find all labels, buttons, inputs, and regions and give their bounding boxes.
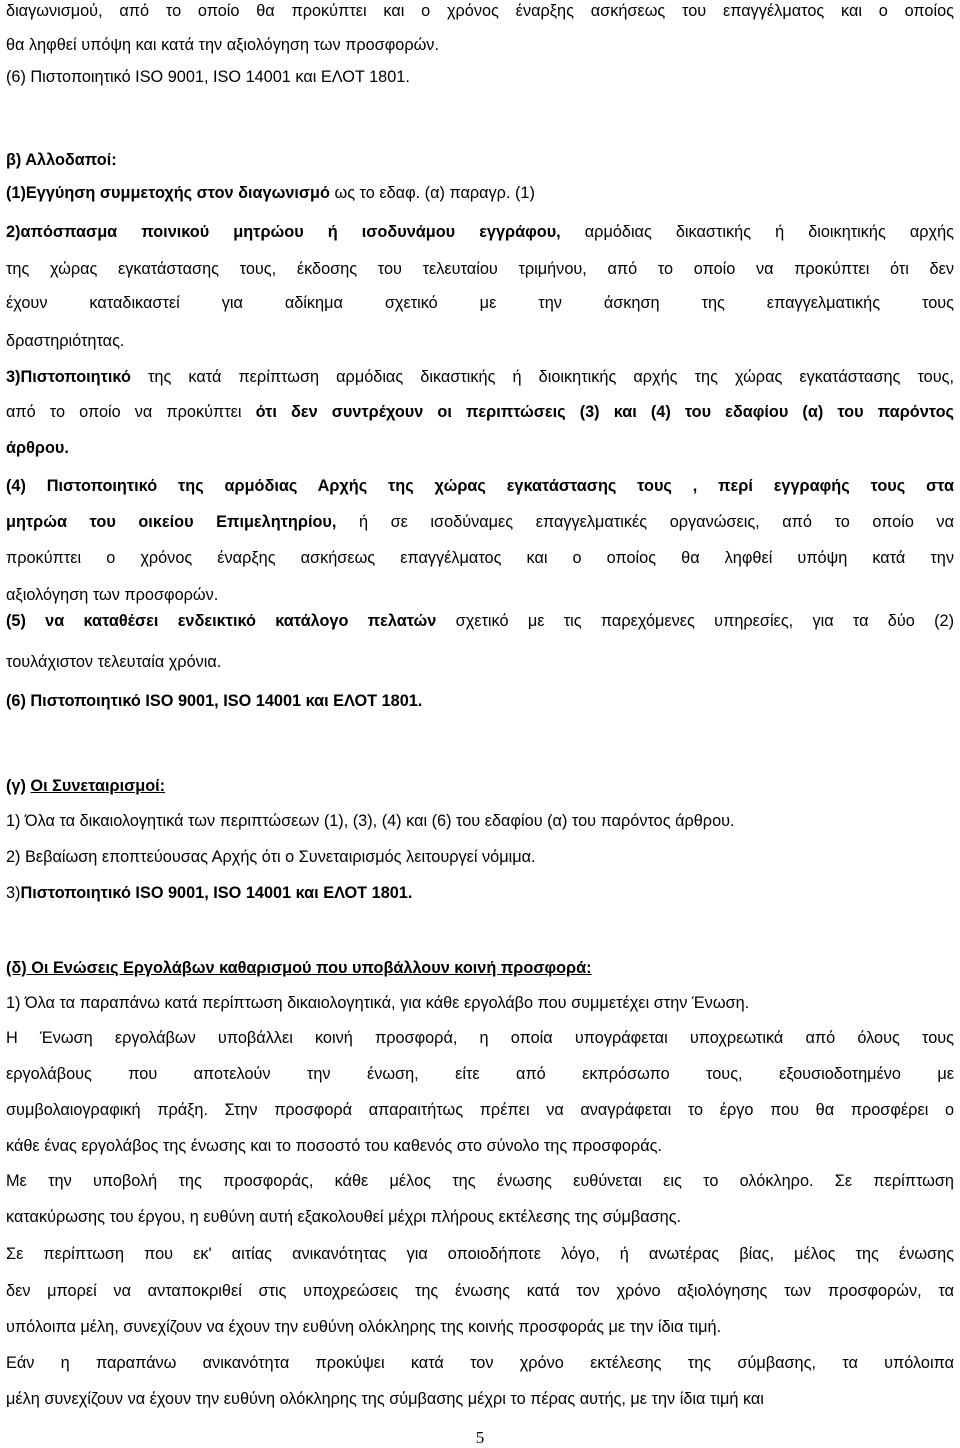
text-line: θα ληφθεί υπόψη και κατά την αξιολόγηση των προσφορών.	[6, 36, 439, 54]
text-line: άρθρου.	[6, 439, 69, 457]
item-4: (4) Πιστοποιητικό της αρμόδιας Αρχής της χώρας εγκατάστασης τους , περί εγγραφής τους στα	[6, 477, 954, 495]
text-line: κάθε ένας εργολάβος της ένωσης και το ποσοστό του καθενός στο σύνολο της προσφοράς.	[6, 1137, 662, 1155]
item-3-bold: 3)Πιστοποιητικό	[6, 368, 131, 386]
section-heading-cooperatives	[6, 775, 954, 797]
text-line: μέλη συνεχίζουν να έχουν την ευθύνη ολόκληρης της σύμβασης μέχρι το πέρας αυτής, με την ίδια τιμή και	[6, 1390, 764, 1408]
text-line: 2) Βεβαίωση εποπτεύουσας Αρχής ότι ο Συνεταιρισμός λειτουργεί νόμιμα.	[6, 848, 536, 866]
item-6: (6) Πιστοποιητικό ISO 9001, ISO 14001 και ΕΛΟΤ 1801.	[6, 692, 423, 710]
text-line: εργολάβους που αποτελούν την ένωση, είτε από εκπρόσωπο τους, εξουσιοδοτημένο με	[6, 1065, 954, 1083]
text-line: προκύπτει ο χρόνος έναρξης ασκήσεως επαγγέλματος και ο οποίος θα ληφθεί υπόψη κατά την	[6, 549, 954, 567]
item-4-line-2	[6, 511, 954, 533]
text-line: (6) Πιστοποιητικό ISO 9001, ISO 14001 και ΕΛΟΤ 1801.	[6, 68, 410, 86]
item-1-rest: ως το εδαφ. (α) παραγρ. (1)	[329, 184, 535, 202]
coops-line-3-plain: 3)	[6, 884, 21, 902]
section-heading-foreign: β) Αλλοδαποί:	[6, 151, 117, 169]
text-line: κατακύρωσης του έργου, η ευθύνη αυτή εξακολουθεί μέχρι πλήρους εκτέλεσης της σύμβασης.	[6, 1208, 682, 1226]
text-line: διαγωνισμού, από το οποίο θα προκύπτει και ο χρόνος έναρξης ασκήσεως του επαγγέλματος και ο οποίος	[6, 2, 954, 20]
text-line	[6, 882, 954, 904]
text-line: αξιολόγηση των προσφορών.	[6, 586, 219, 604]
item-4-line-2-rest: ή σε ισοδύναμες επαγγελματικές οργανώσεις, από το οποίο να	[336, 513, 954, 531]
text-line: Εάν η παραπάνω ανικανότητα προκύψει κατά τον χρόνο εκτέλεσης της σύμβασης, τα υπόλοιπα	[6, 1354, 954, 1372]
text-line: 1) Όλα τα παραπάνω κατά περίπτωση δικαιολογητικά, για κάθε εργολάβο που συμμετέχει στην Ένωση.	[6, 994, 750, 1012]
text-line: 1) Όλα τα δικαιολογητικά των περιπτώσεων (1), (3), (4) και (6) του εδαφίου (α) του παρόντος άρθρου.	[6, 812, 735, 830]
text-line: δραστηριότητας.	[6, 332, 125, 350]
item-4-line-2-bold: μητρώα του οικείου Επιμελητηρίου,	[6, 513, 337, 531]
item-3-rest: της κατά περίπτωση αρμόδιας δικαστικής ή διοικητικής αρχής της χώρας εγκατάστασης τους,	[130, 368, 954, 386]
text-line: συμβολαιογραφική πράξη. Στην προσφορά απαραιτήτως πρέπει να αναγράφεται το έργο που θα προσφέρει ο	[6, 1101, 954, 1119]
item-2-bold: 2)απόσπασμα ποινικού μητρώου ή ισοδυνάμου εγγράφου,	[6, 223, 561, 241]
item-3	[6, 366, 954, 388]
text-line: Σε περίπτωση που εκ' αιτίας ανικανότητας για οποιοδήποτε λόγο, ή ανωτέρας βίας, μέλος της ένωσης	[6, 1245, 954, 1263]
item-3-line-2	[6, 401, 954, 423]
text-line: Η Ένωση εργολάβων υποβάλλει κοινή προσφορά, η οποία υπογράφεται υποχρεωτικά από όλους τους	[6, 1029, 954, 1047]
item-5	[6, 610, 954, 632]
section-heading-unions: (δ) Οι Ενώσεις Εργολάβων καθαρισμού που υποβάλλουν κοινή προσφορά:	[6, 959, 592, 977]
item-2-rest: αρμόδιας δικαστικής ή διοικητικής αρχής	[560, 223, 955, 241]
text-line: δεν μπορεί να ανταποκριθεί στις υποχρεώσεις της ένωσης κατά τον χρόνο αξιολόγησης των προσφορών, τα	[6, 1282, 954, 1300]
heading-prefix: (γ)	[6, 777, 31, 795]
item-3-line-2-plain: από το οποίο να προκύπτει	[6, 403, 256, 421]
item-2	[6, 221, 954, 243]
page-number: 5	[475, 1428, 485, 1447]
item-3-line-2-bold: ότι δεν συντρέχουν οι περιπτώσεις (3) και (4) του εδαφίου (α) του παρόντος	[255, 403, 954, 421]
item-5-bold: (5) να καταθέσει ενδεικτικό κατάλογο πελατών	[6, 612, 437, 630]
text-line: της χώρας εγκατάστασης τους, έκδοσης του τελευταίου τριμήνου, από το οποίο να προκύπτει ότι δεν	[6, 260, 954, 278]
item-1-bold: (1)Εγγύηση συμμετοχής στον διαγωνισμό	[6, 184, 330, 202]
text-line: έχουν καταδικαστεί για αδίκημα σχετικό με την άσκηση της επαγγελματικής τους	[6, 294, 954, 312]
text-line: τουλάχιστον τελευταία χρόνια.	[6, 653, 222, 671]
item-5-rest: σχετικό με τις παρεχόμενες υπηρεσίες, για τα δύο (2)	[436, 612, 954, 630]
item-1	[6, 182, 954, 204]
text-line: Με την υποβολή της προσφοράς, κάθε μέλος της ένωσης ευθύνεται εις το ολόκληρο. Σε περίπτωση	[6, 1172, 954, 1190]
text-line: υπόλοιπα μέλη, συνεχίζουν να έχουν την ευθύνη ολόκληρης της κοινής προσφοράς με την ίδια τιμή.	[6, 1318, 722, 1336]
heading-underlined: Οι Συνεταιρισμοί:	[30, 777, 166, 795]
coops-line-3-bold: Πιστοποιητικό ISO 9001, ISO 14001 και ΕΛΟΤ 1801.	[20, 884, 413, 902]
